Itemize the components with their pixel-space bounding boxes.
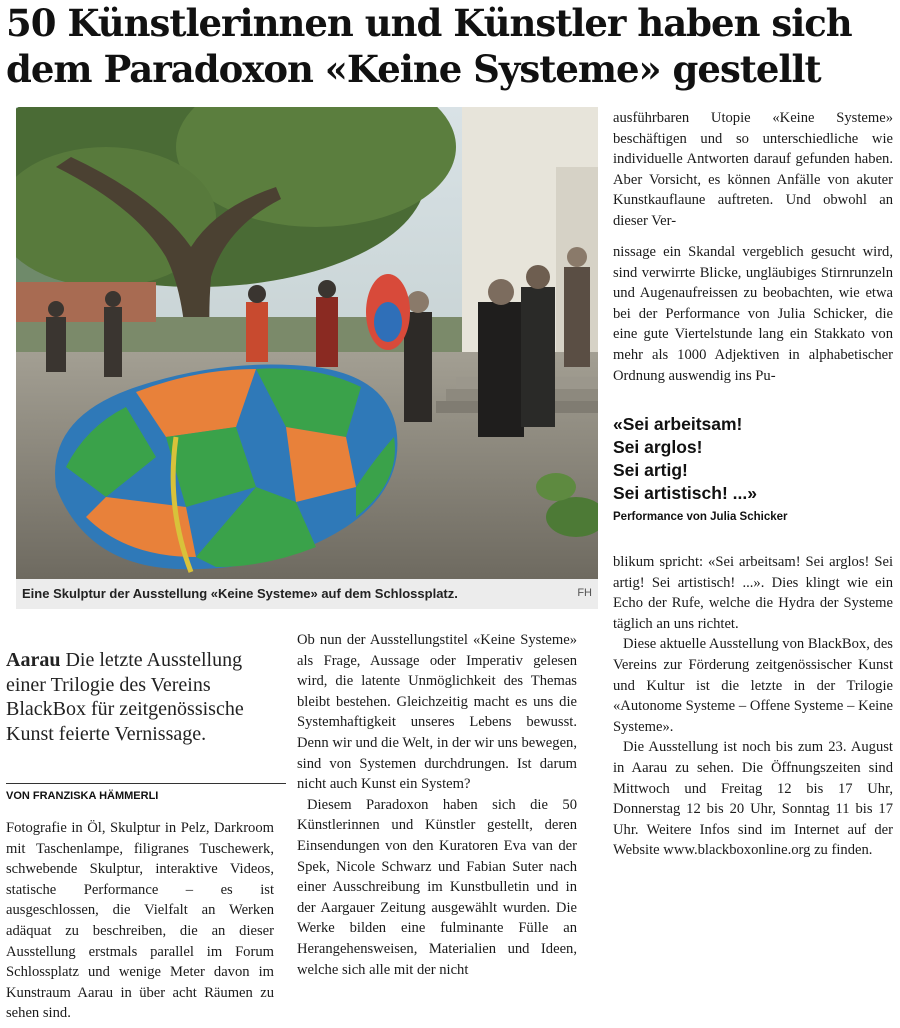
column-3-paragraph-1: blikum spricht: «Sei arbeitsam! Sei arglos! Sei artig! Sei artistisch! ...». Dies klingt wie ein Echo der Rufe, welche die Hydra der Systeme täglich an uns richtet. — [613, 554, 893, 632]
article-column-3-top — [613, 108, 893, 232]
column-1-paragraph-1: Fotografie in Öl, Skulptur in Pelz, Darkroom mit Taschenlampe, filigranes Tuschewerk, schwebende Skulptur, interaktive Videos, statische Performance – es ist ausgeschlossen, die Vielfalt an Werken adäquat zu beschreiben, die an dieser Ausstellung erstmals parallel im Forum Schlossplatz und wenige Meter davon im Kunstraum Aarau in über acht Räumen zu sehen sind. — [6, 820, 274, 1022]
photo-credit: FH — [577, 587, 592, 599]
lead-place: Aarau — [6, 649, 61, 671]
author-byline: VON FRANZISKA HÄMMERLI — [6, 790, 159, 802]
sculpture-photo-illustration — [16, 107, 598, 579]
pull-quote — [613, 413, 893, 523]
article-column-3-bottom — [613, 552, 893, 861]
pull-quote-line-1: «Sei arbeitsam! — [613, 414, 743, 434]
column-3-paragraph-mid: nissage ein Skandal vergeblich gesucht wird, sind verwirrte Blicke, ungläubiges Stirnrunzeln und Augenaufreissen zu beobachten, wie etwa bei der Performance von Julia Schicker, die eine gute Viertelstunde lang ein Stakkato von mehr als 1000 Adjektiven in alphabetischer Ordnung auswendig ins Pu- — [613, 244, 893, 384]
lead-paragraph — [6, 648, 274, 746]
author-divider — [6, 783, 286, 784]
headline-line-2: dem Paradoxon «Keine Systeme» gestellt — [6, 47, 821, 91]
article-column-1 — [6, 818, 274, 1024]
photo-caption-bar — [16, 579, 598, 609]
photo-caption: Eine Skulptur der Ausstellung «Keine Systeme» auf dem Schlossplatz. — [22, 586, 458, 601]
article-photo — [16, 107, 598, 579]
headline — [6, 0, 896, 92]
column-3-paragraph-3: Die Ausstellung ist noch bis zum 23. August in Aarau zu sehen. Die Öffnungszeiten sind Mittwoch und Freitag 12 bis 17 Uhr, Donnerstag 12 bis 20 Uhr, Sonntag 11 bis 17 Uhr. Weitere Infos sind im Internet auf der Website www.blackboxonline.org zu finden. — [613, 739, 893, 859]
column-3-paragraph-top: ausführbaren Utopie «Keine Systeme» beschäftigen und so unterschiedliche wie individuelle Antworten darauf gefunden haben. Aber Vorsicht, es können Anfälle von akuter Kunstkauflaune auftreten. Und obwohl an dieser Ver- — [613, 110, 893, 229]
headline-line-1: 50 Künstlerinnen und Künstler haben sich — [6, 1, 852, 45]
column-3-paragraph-2: Diese aktuelle Ausstellung von BlackBox, des Vereins zur Förderung zeitgenössischer Kunst und Kultur ist die letzte in der Trilogie «Autonome Systeme – Offene Systeme – Keine Systeme». — [613, 636, 893, 735]
pull-quote-line-3: Sei artig! — [613, 460, 688, 480]
column-2-paragraph-2: Diesem Paradoxon haben sich die 50 Künstlerinnen und Künstler gestellt, deren Einsendungen von den Kuratoren Eva van der Spek, Nicole Schwarz und Fabian Suter nach einer Ausschreibung im Kunstbulletin und in der Aargauer Zeitung ausgewählt wurden. Die Werke bilden eine fulminante Fülle an Herangehensweisen, Materialien und Ideen, welche sich alle mit der nicht — [297, 796, 577, 978]
column-2-paragraph-1: Ob nun der Ausstellungstitel «Keine Systeme» als Frage, Aussage oder Imperativ gelesen wird, die latente Unmöglichkeit des Themas bleibt bestehen. Gleichzeitig macht es uns die Systemhaftigkeit unseres Lebens bewusst. Denn wir und die Welt, in der wir uns bewegen, sind von Systemen durchdrungen. Ist darum nicht auch Kunst ein System? — [297, 632, 577, 793]
pull-quote-source: Performance von Julia Schicker — [613, 511, 788, 523]
pull-quote-line-4: Sei artistisch! ...» — [613, 483, 757, 503]
article-column-3-mid — [613, 242, 893, 386]
lead-text: Die letzte Ausstellung einer Trilogie des Vereins BlackBox für zeitgenössische Kunst feierte Vernissage. — [6, 649, 244, 745]
article-column-2 — [297, 630, 577, 980]
pull-quote-line-2: Sei arglos! — [613, 437, 703, 457]
